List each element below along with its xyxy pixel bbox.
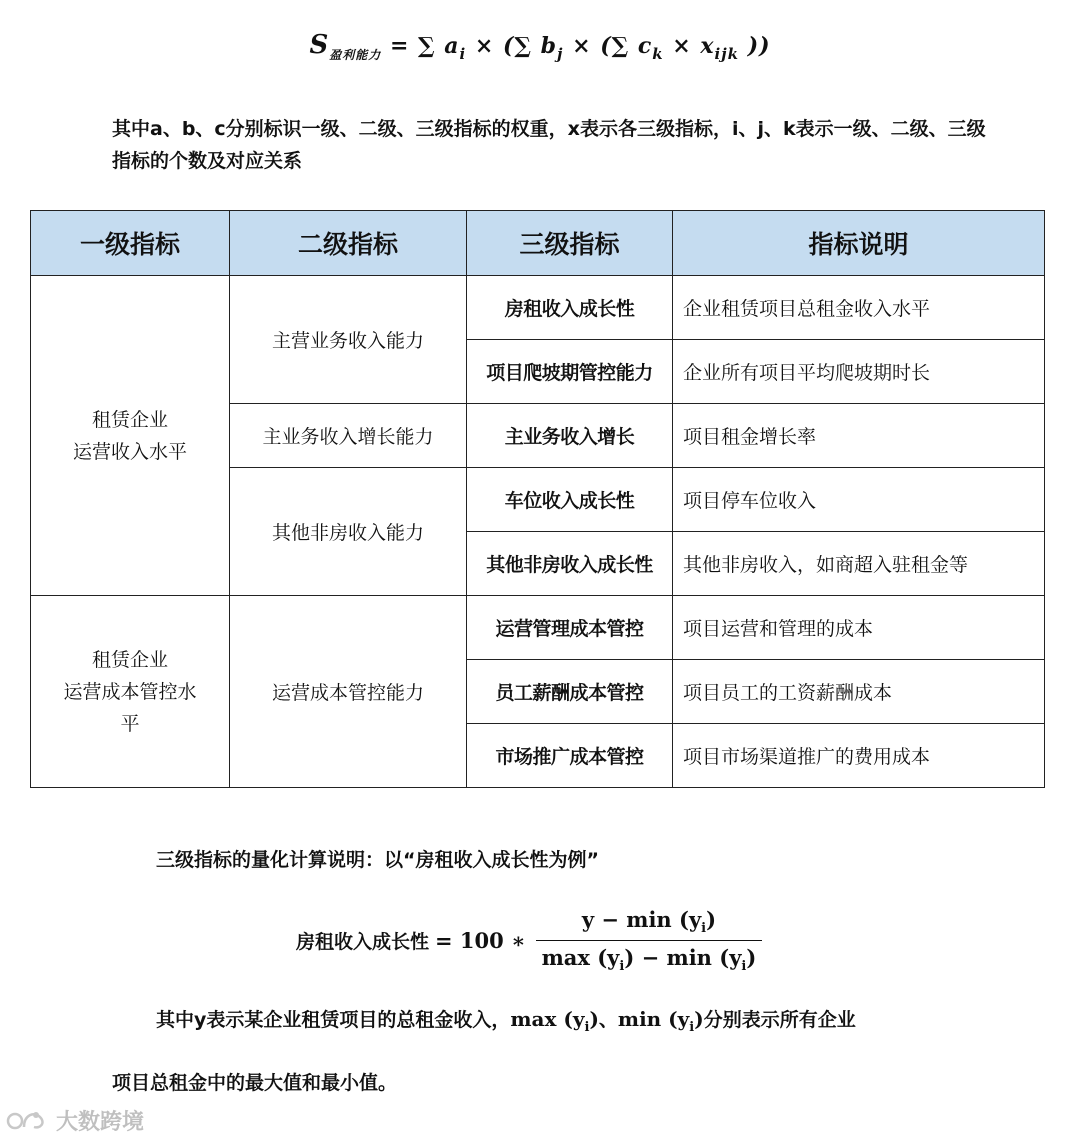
growth-formula [296,900,762,980]
level3-cell: 主业务收入增长 [467,404,673,468]
sub-i: i [584,1020,590,1035]
close-paren: ) [746,944,757,970]
formula-subscript-profitability: 盈利能力 [329,48,382,62]
note-cell: 项目员工的工资薪酬成本 [673,660,1045,724]
denominator-min: ) − min (y [624,944,742,970]
table-header-row [31,211,1045,276]
formula-lhs: 房租收入成长性 [296,930,430,953]
max-term [510,1007,599,1035]
note-cell: 其他非房收入，如商超入驻租金等 [673,532,1045,596]
explanation-line1 [156,1005,856,1035]
explanation-line2: 项目总租金中的最大值和最小值。 [112,1072,398,1094]
explanation-text: 分别表示所有企业 [703,1009,856,1031]
fraction-bar [536,940,763,941]
fraction-numerator [576,907,722,936]
sub-i: i [619,958,625,974]
min-term [617,1007,704,1035]
watermark-text: 大数跨境 [56,1109,145,1135]
formula-symbol-s: S [309,30,330,60]
denominator-max: max (y [541,944,620,970]
formula-x: × x [663,33,715,59]
header-level2: 二级指标 [230,211,467,276]
separator: 、 [598,1009,618,1031]
formula-eq: = 100 ∗ [435,927,526,953]
level2-growth: 主业务收入增长能力 [230,404,467,468]
max-text: max (y [510,1007,585,1031]
level3-cell: 运营管理成本管控 [467,596,673,660]
close-paren: ) [589,1007,599,1031]
close-paren: ) [694,1007,704,1031]
min-text: min (y [617,1007,690,1031]
close-paren: ) [706,906,717,932]
formula-sub-i: i [459,45,467,63]
level1-line: 运营收入水平 [72,440,187,463]
level1-line: 运营成本管控水 [63,680,197,703]
level1-line: 租赁企业 [91,408,168,431]
level1-cost [31,596,230,788]
sub-i: i [741,958,747,974]
formula-sum-c: × (∑ c [563,33,653,59]
formula-fraction [536,907,763,974]
formula-sum-b: × (∑ b [466,33,557,59]
note-cell: 项目市场渠道推广的费用成本 [673,724,1045,788]
header-level1: 一级指标 [31,211,230,276]
formula-description: 其中a、b、c分别标识一级、二级、三级指标的权重，x表示各三级指标，i、j、k表示一级、二级、三级指标的个数及对应关系 [112,118,986,172]
note-cell: 项目运营和管理的成本 [673,596,1045,660]
table-row [31,596,1045,660]
level2-main-business: 主营业务收入能力 [230,276,467,404]
level1-line: 租赁企业 [91,648,168,671]
formula-close: )) [739,33,771,59]
formula-sub-ijk: ijk [714,45,740,63]
note-cell: 企业所有项目平均爬坡期时长 [673,340,1045,404]
level3-cell: 市场推广成本管控 [467,724,673,788]
level3-cell: 其他非房收入成长性 [467,532,673,596]
sub-i: i [689,1020,695,1035]
level2-other-income: 其他非房收入能力 [230,468,467,596]
level3-cell: 车位收入成长性 [467,468,673,532]
level1-revenue [31,276,230,596]
formula-sub-j: j [557,45,564,63]
fraction-denominator [536,945,763,974]
header-level3: 三级指标 [467,211,673,276]
note-cell: 项目租金增长率 [673,404,1045,468]
level1-line: 平 [120,712,140,735]
level3-cell: 房租收入成长性 [467,276,673,340]
calc-title: 三级指标的量化计算说明：以“房租收入成长性为例” [156,849,599,871]
sub-i: i [701,920,707,936]
level3-cell: 员工薪酬成本管控 [467,660,673,724]
note-cell: 企业租赁项目总租金收入水平 [673,276,1045,340]
formula-sum-a: = ∑ a [389,33,460,59]
weighted-score-formula [0,30,1080,63]
formula-sub-k: k [652,45,664,63]
numerator-text: y − min (y [581,906,702,932]
watermark [6,1104,144,1136]
note-cell: 项目停车位收入 [673,468,1045,532]
explanation-text: 其中y表示某企业租赁项目的总租金收入， [156,1009,511,1031]
header-note: 指标说明 [673,211,1045,276]
table-row [31,276,1045,340]
level2-cost-control: 运营成本管控能力 [230,596,467,788]
level3-cell: 项目爬坡期管控能力 [467,340,673,404]
indicator-table [30,210,1045,788]
brand-logo-icon [6,1107,50,1133]
